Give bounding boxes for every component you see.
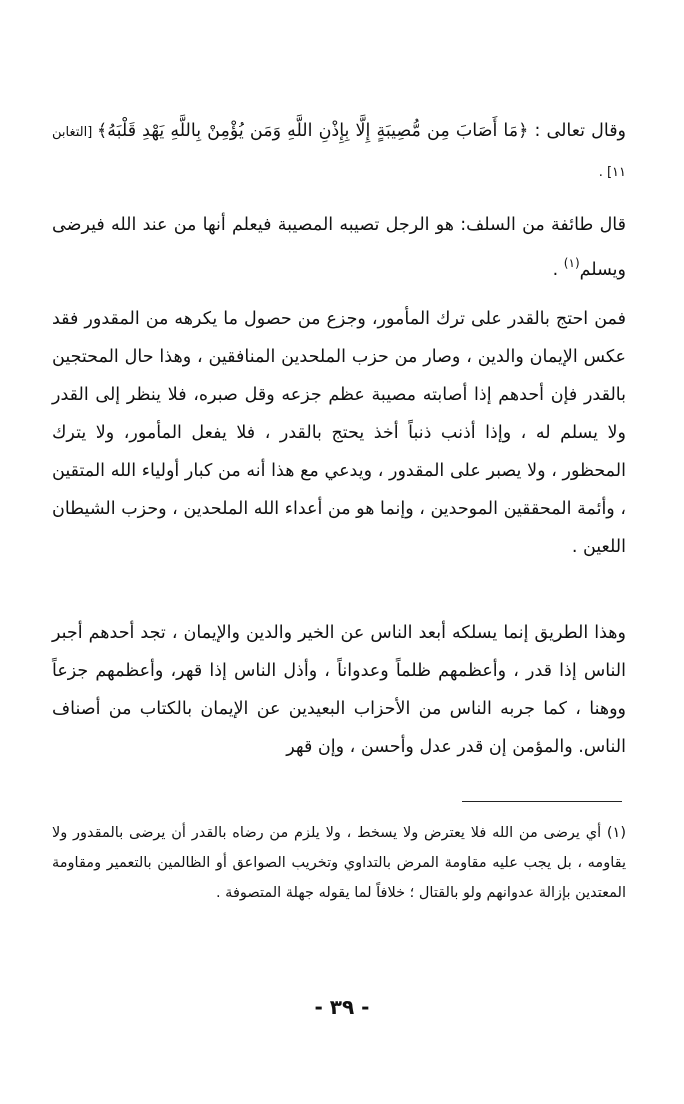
paragraph-path-description bbox=[52, 614, 626, 766]
salaf-quote-text: قال طائفة من السلف: هو الرجل تصيبه المصيبة فيعلم أنها من عند الله فيرضى ويسلم bbox=[52, 215, 626, 280]
paragraph-salaf-quote bbox=[52, 206, 626, 289]
qadar-argument-text: فمن احتج بالقدر على ترك المأمور، وجزع من حصول ما يكرهه من المقدور فقد عكس الإيمان والدين ، وصار من حزب الملحدين المنافقين ، وهذا حال المحتجين بالقدر فإن أحدهم إذا أصابته مصيبة عظم جزعه وقل صبره، فلا ينظر إلى القدر ولا يسلم له ، وإذا أذنب ذنباً أخذ يحتج بالقدر ، فلا يفعل المأمور، ولا يترك المحظور ، ولا يصبر على المقدور ، ويدعي مع هذا أنه من كبار أولياء الله المتقين ، وأئمة المحققين الموحدين ، وإنما هو من أعداء الله الملحدين ، وحزب الشيطان اللعين . bbox=[52, 309, 626, 557]
footnote-text: (١) أي يرضى من الله فلا يعترض ولا يسخط ، ولا يلزم من رضاه بالقدر أن يرضى بالمقدور ولا يقاومه ، بل يجب عليه مقاومة المرض بالتداوي وتخريب الصواعق أو الظالمين بالتعمير ومقاومة المعتدين بإزالة عدوانهم ولو بالقتال ؛ خلافاً لما يقوله جهلة المتصوفة . bbox=[52, 825, 626, 901]
page-number: - ٣٩ - bbox=[314, 995, 370, 1019]
salaf-quote-end: . bbox=[552, 260, 564, 280]
footnote-divider bbox=[462, 801, 622, 802]
paragraph-qadar-argument bbox=[52, 300, 626, 566]
footnote-marker: (١) bbox=[563, 256, 580, 270]
paragraph-verse bbox=[52, 112, 626, 192]
verse-reference: [التغابن ١١] . bbox=[52, 125, 626, 180]
verse-intro: وقال تعالى : bbox=[528, 121, 627, 141]
path-description-text: وهذا الطريق إنما يسلكه أبعد الناس عن الخير والدين والإيمان ، تجد أحدهم أجبر الناس إذا قدر ، وأعظمهم ظلماً وعدواناً ، وأذل الناس إذا قهر، وأعظمهم جزعاً ووهنا ، كما جربه الناس من الأحزاب البعيدين عن الإيمان بالكتاب من أصناف الناس. والمؤمن إن قدر عدل وأحسن ، وإن قهر bbox=[52, 623, 626, 757]
footnote bbox=[52, 818, 626, 908]
quran-verse: ﴿مَا أَصَابَ مِن مُّصِيبَةٍ إِلَّا بِإِذْنِ اللَّهِ وَمَن يُؤْمِنْ بِاللَّهِ يَهْدِ قَلْبَهُ﴾ bbox=[96, 121, 529, 141]
